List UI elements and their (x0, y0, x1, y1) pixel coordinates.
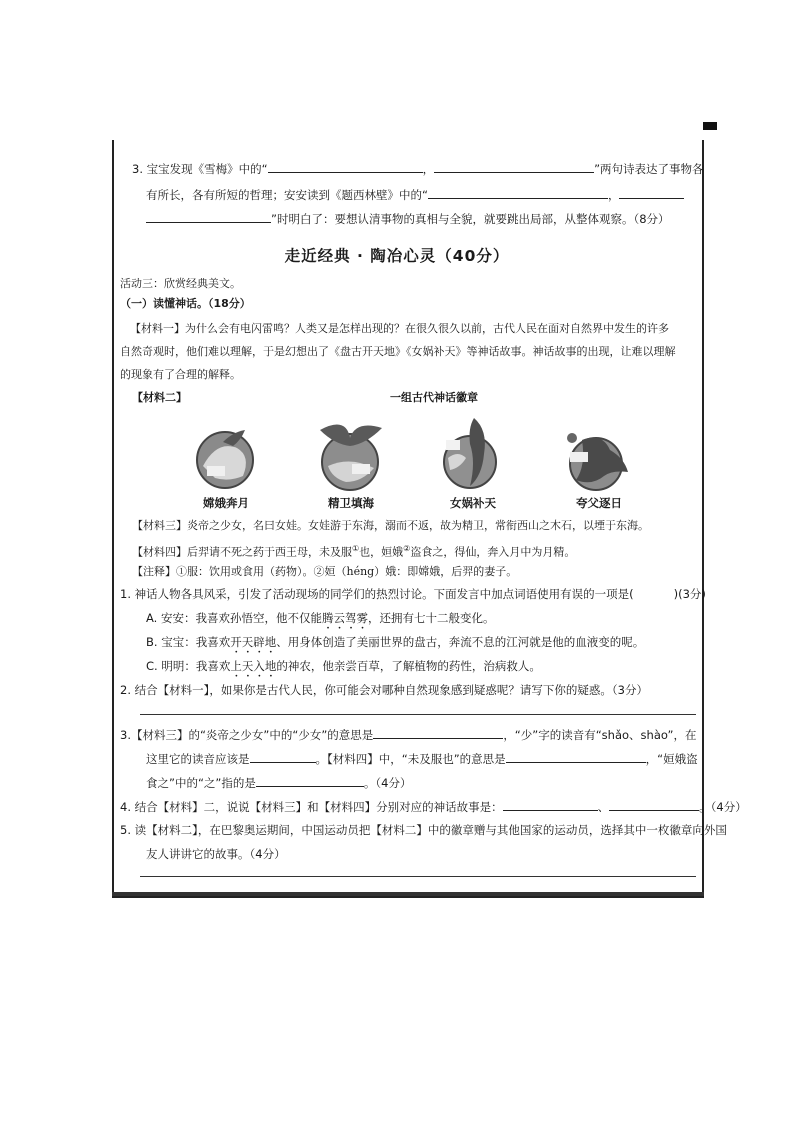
answer-blank[interactable] (146, 210, 271, 223)
activity-label: 活动三：欣赏经典美文。 (120, 277, 241, 290)
answer-blank[interactable] (434, 160, 594, 173)
corner-mark (703, 122, 717, 130)
answer-blank[interactable] (256, 774, 364, 787)
badge-label: 夸父逐日 (576, 496, 622, 510)
q3-line1: 3.【材料三】的“炎帝之少女”中的“少女”的意思是 ，“少”字的读音有“shǎo、shào”，在 (120, 728, 697, 742)
part-heading: （一）读懂神话。（18分） (120, 297, 251, 310)
q3-top-line1: 3. 宝宝发现《雪梅》中的“ ， ”两句诗表达了事物各 (132, 162, 704, 176)
material1-line2: 自然奇观时，他们难以理解，于是幻想出了《盘古开天地》《女娲补天》等神话故事。神话故事的出现，让难以理解 (120, 345, 676, 358)
q3-line3: 食之”中的“之”指的是 。（4分） (146, 776, 412, 790)
q3-line2: 这里它的读音应该是 。【材料四】中，“未及服也”的意思是 ，“姮娥盗 (146, 752, 698, 766)
q5-line2: 友人讲讲它的故事。（4分） (146, 847, 286, 861)
q3-top-line2: 有所长，各有所短的哲理；安安读到《题西林壁》中的“ ， (146, 186, 684, 203)
material1-line1: 【材料一】为什么会有电闪雷鸣？人类又是怎样出现的？在很久很久以前，古代人民在面对自然界中发生的许多 (130, 322, 669, 335)
bottom-rule (112, 892, 704, 896)
badge-jingwei (316, 416, 386, 492)
answer-blank[interactable] (268, 160, 423, 173)
q1-option-b: B. 宝宝：我喜欢开天辟地、用身体创造了美丽世界的盘古，奔流不息的江河就是他的血液变的呢。 (146, 635, 645, 649)
answer-blank[interactable] (609, 798, 699, 811)
material3: 【材料三】炎帝之少女，名曰女娃。女娃游于东海，溺而不返，故为精卫，常衔西山之木石，以堙于东海。 (132, 519, 649, 532)
q5-line1: 5. 读【材料二】，在巴黎奥运期间，中国运动员把【材料二】中的徽章赠与其他国家的运动员，选择其中一枚徽章向外国 (120, 823, 727, 837)
answer-blank[interactable] (506, 750, 646, 763)
q4: 4. 结合【材料】二，说说【材料三】和【材料四】分别对应的神话故事是： 、 。（4分） (120, 800, 747, 814)
badge-label: 嫦娥奔月 (203, 496, 249, 510)
badge-kuafu (562, 426, 634, 492)
material1-line3: 的现象有了合理的解释。 (120, 368, 241, 381)
note: 【注释】①服：饮用或食用（药物）。②姮（héng）娥：即嫦娥，后羿的妻子。 (132, 565, 518, 578)
answer-blank[interactable] (250, 750, 316, 763)
q1-option-a: A. 安安：我喜欢孙悟空，他不仅能腾云驾雾，还拥有七十二般变化。 (146, 611, 495, 625)
answer-line[interactable] (140, 876, 696, 877)
answer-line[interactable] (140, 714, 696, 715)
answer-blank[interactable] (619, 186, 684, 199)
q3-top-line3: ”时明白了：要想认清事物的真相与全貌，就要跳出局部，从整体观察。（8分） (146, 210, 670, 227)
badge-nvwa (440, 414, 502, 492)
q2: 2. 结合【材料一】，如果你是古代人民，你可能会对哪种自然现象感到疑惑呢？请写下你的疑惑。（3分） (120, 683, 648, 697)
q1-option-c: C. 明明：我喜欢上天入地的神农，他亲尝百草，了解植物的药性，治病救人。 (146, 659, 541, 673)
badge-change-e (193, 426, 263, 490)
section-title: 走近经典 · 陶冶心灵（40分） (284, 247, 510, 265)
answer-blank[interactable] (503, 798, 598, 811)
badge-label: 精卫填海 (328, 496, 374, 510)
q1-stem: 1. 神话人物各具风采，引发了活动现场的同学们的热烈讨论。下面发言中加点词语使用有误的一项是( )(3分) (120, 587, 706, 601)
material4: 【材料四】后羿请不死之药于西王母，未及服①也，姮娥②盗食之，得仙，奔入月中为月精。 (132, 544, 576, 559)
material2-label: 【材料二】 (132, 391, 187, 404)
answer-blank[interactable] (428, 186, 608, 199)
badge-label: 女娲补天 (450, 496, 496, 510)
material2-caption: 一组古代神话徽章 (390, 391, 478, 404)
answer-blank[interactable] (373, 726, 503, 739)
